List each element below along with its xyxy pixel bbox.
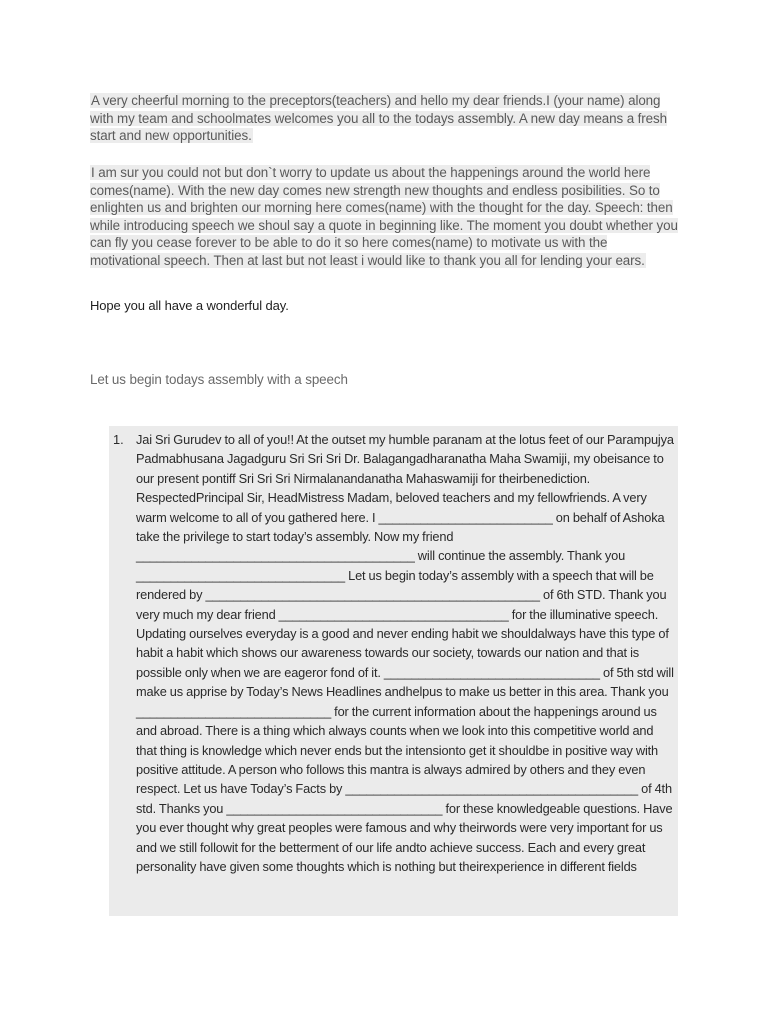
intro-paragraph: [90, 92, 680, 145]
intro-paragraph-text: A very cheerful morning to the preceptors(teachers) and hello my dear friends.I (your name) along with my team and schoolmates welcomes you all to the todays assembly. A new day means a fresh start and new opportunities.: [90, 93, 667, 143]
closing-wish: Hope you all have a wonderful day.: [90, 298, 289, 313]
list-item-text: Jai Sri Gurudev to all of you!! At the outset my humble paranam at the lotus feet of our Parampujya Padmabhusana Jagadguru Sri Sri Sri Dr. Balagangadharanatha Maha Swamiji, my obeisance to our present pontiff Sri Sri Sri Nirmalanandanatha Mahaswamiji for theirbenediction. RespectedPrincipal Sir, HeadMistress Madam, beloved teachers and my fellowfriends. A very warm welcome to all of you gathered here. I _________________________ on behalf of Ashoka take the privilege to start today’s assembly. Now my friend ________________________________________ will continue the assembly. Thank you ______________________________ Let us begin today’s assembly with a speech that will be rendered by ________________________________________________ of 6th STD. Thank you very much my dear friend _________________________________ for the illuminative speech. Updating ourselves everyday is a good and never ending habit we shouldalways have this type of habit a habit which shows our awareness towards our society, towards our nation and that is possible only when we are eageror fond of it. _______________________________ of 5th std will make us apprise by Today’s News Headlines andhelpus to make us better in this area. Thank you ____________________________ for the current information about the happenings around us and abroad. There is a thing which always counts when we look into this competitive world and that thing is knowledge which never ends but the intensionto get it shouldbe in positive way with positive attitude. A person who follows this mantra is always admired by others and they even respect. Let us have Today’s Facts by __________________________________________ of 4th std. Thanks you _______________________________ for these knowledgeable questions. Have you ever thought why great peoples were famous and why theirwords were very important for us and we still followit for the betterment of our life andto achieve success. Each and every great personality have given some thoughts which is nothing but theirexperience in different fields: [136, 432, 674, 874]
list-item-number: 1.: [113, 432, 124, 447]
speech-heading: Let us begin todays assembly with a speech: [90, 372, 348, 387]
anchor-paragraph: [90, 164, 680, 269]
assembly-script-list: [109, 426, 678, 916]
anchor-paragraph-text: I am sur you could not but don`t worry to update us about the happenings around the world here comes(name). With the new day comes new strength new thoughts and endless posibilities. So to enlighten us and brighten our morning here comes(name) with the thought for the day. Speech: then while introducing speech we shoul say a quote in beginning like. The moment you doubt whether you can fly you cease forever to be able to do it so here comes(name) to motivate us with the motivational speech. Then at last but not least i would like to thank you all for lending your ears.: [90, 165, 678, 268]
